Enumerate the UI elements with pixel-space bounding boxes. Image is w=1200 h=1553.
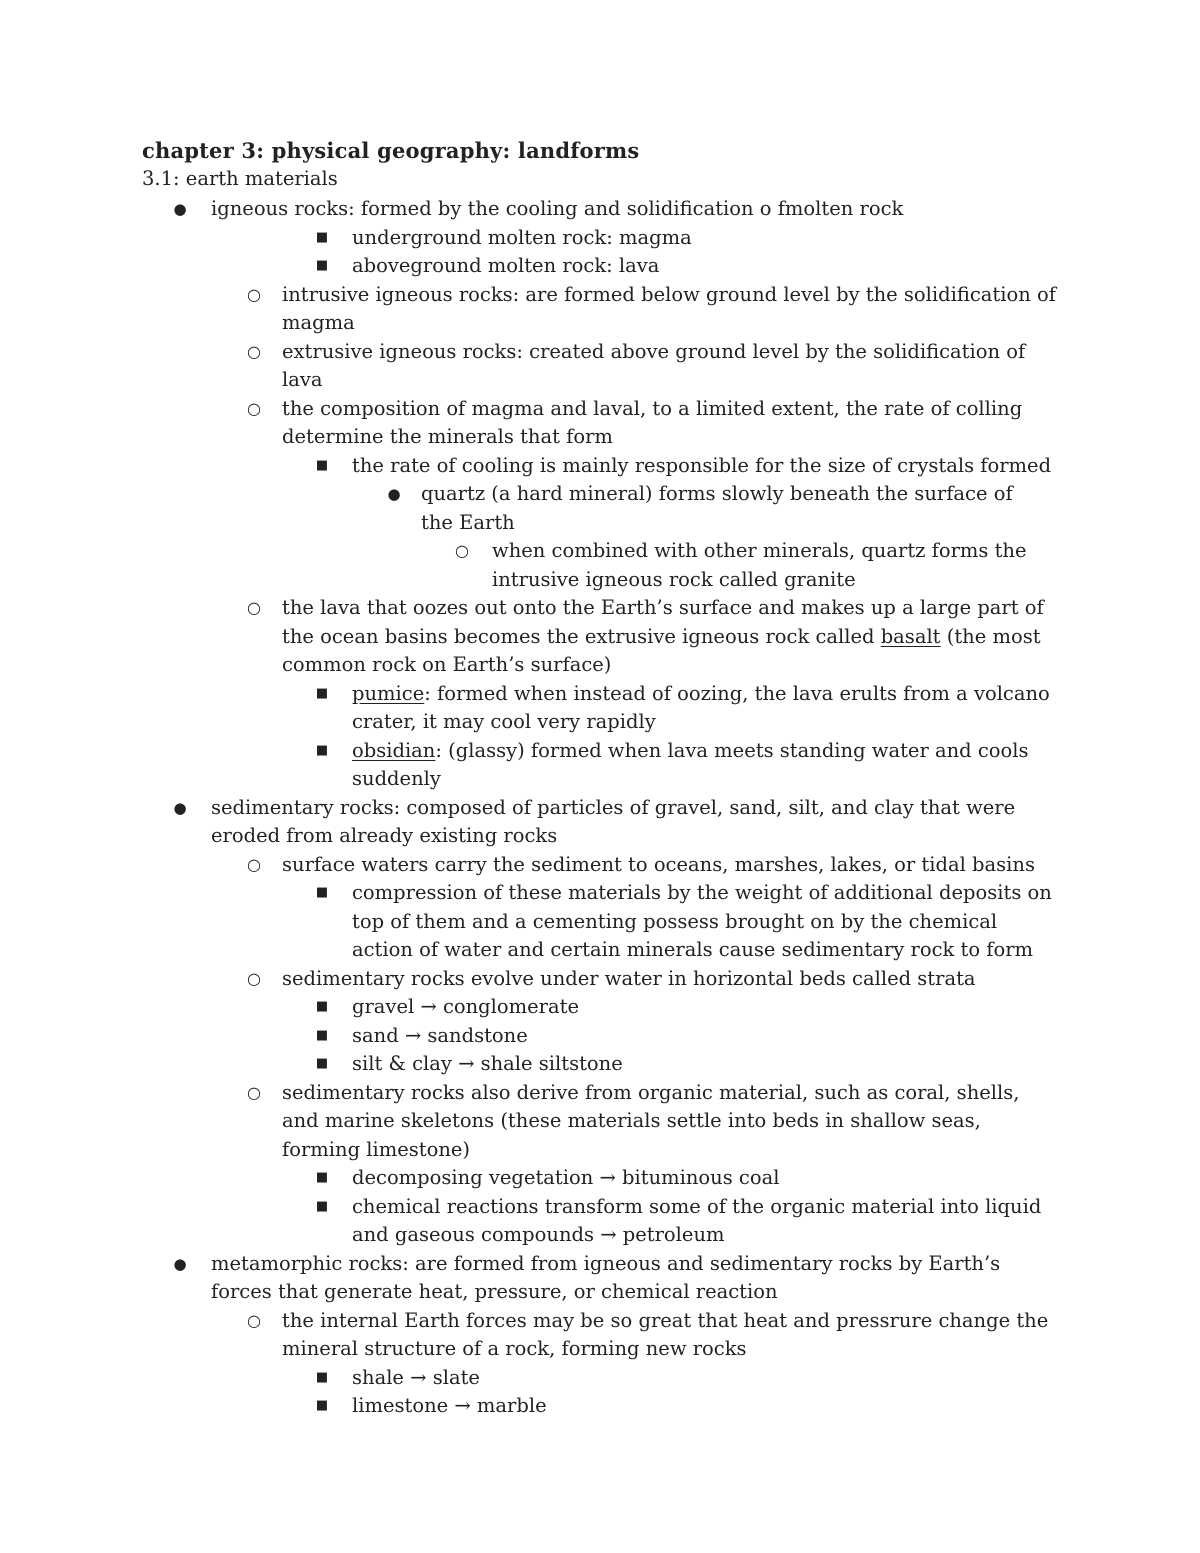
list-item	[0, 851, 1200, 880]
underlined-term: basalt	[880, 624, 941, 648]
list-item-text	[352, 737, 1062, 794]
list-item-text: shale → slate	[352, 1365, 480, 1389]
square-marker-icon: ■	[315, 1398, 329, 1413]
square-marker-icon: ■	[315, 457, 329, 473]
list-item-text-segment: : formed when instead of oozing, the lava erults from a volcano crater, it may cool very rapidly	[352, 681, 1050, 733]
list-item-text: sedimentary rocks: composed of particles of gravel, sand, silt, and clay that were eroded from already existing rocks	[211, 795, 1016, 847]
square-marker-icon: ■	[315, 258, 329, 273]
list-item	[0, 1079, 1200, 1165]
circle-marker-icon: ○	[247, 968, 261, 988]
list-item	[0, 480, 1200, 537]
list-item-text: quartz (a hard mineral) forms slowly beneath the surface of the Earth	[421, 482, 1013, 534]
list-item	[0, 1022, 1200, 1051]
list-item-text	[282, 594, 1062, 680]
list-item-text: extrusive igneous rocks: created above ground level by the solidification of lava	[282, 339, 1026, 391]
list-item-text-segment: (the most common rock on Earth’s surface)	[282, 624, 1041, 676]
list-item	[0, 224, 1200, 253]
square-marker-icon: ■	[315, 1369, 329, 1385]
circle-marker-icon: ○	[247, 398, 261, 418]
list-item	[0, 537, 1200, 594]
bullet-marker-icon: ●	[387, 485, 401, 503]
underlined-term: obsidian	[352, 738, 436, 762]
square-marker-icon: ■	[315, 1198, 329, 1214]
list-item	[0, 680, 1200, 737]
list-item	[0, 1050, 1200, 1079]
list-item	[0, 1364, 1200, 1393]
list-item-text	[352, 680, 1062, 737]
square-marker-icon: ■	[315, 1170, 329, 1185]
list-item	[0, 1250, 1200, 1307]
list-item	[0, 281, 1200, 338]
list-item	[0, 252, 1200, 281]
list-item	[0, 338, 1200, 395]
list-item	[0, 1307, 1200, 1364]
list-item-text: the rate of cooling is mainly responsible for the size of crystals formed	[352, 453, 1052, 477]
square-marker-icon: ■	[315, 229, 329, 245]
circle-marker-icon: ○	[247, 341, 261, 361]
circle-marker-icon: ○	[247, 1310, 261, 1330]
list-item	[0, 737, 1200, 794]
list-item-text: compression of these materials by the weight of additional deposits on top of them and a cementing possess brought on by the chemical action of water and certain minerals cause sedimentary rock to form	[352, 881, 1052, 961]
list-item	[0, 594, 1200, 680]
underlined-term: pumice	[352, 681, 425, 705]
list-item-text: when combined with other minerals, quartz forms the intrusive igneous rock called granite	[492, 539, 1027, 591]
notes-outline	[0, 195, 1200, 1421]
list-item-text-segment: the lava that oozes out onto the Earth’s surface and makes up a large part of the ocean basins becomes the extrusive igneous rock called	[282, 596, 1044, 648]
circle-marker-icon: ○	[455, 541, 469, 560]
list-item-text: limestone → marble	[352, 1394, 547, 1417]
list-item-text: gravel → conglomerate	[352, 995, 579, 1018]
bullet-marker-icon: ●	[173, 798, 187, 817]
page-title: chapter 3: physical geography: landforms	[142, 138, 640, 163]
list-item-text: the internal Earth forces may be so great that heat and pressrure change the mineral structure of a rock, forming new rocks	[282, 1308, 1049, 1360]
list-item	[0, 395, 1200, 452]
square-marker-icon: ■	[315, 999, 329, 1014]
square-marker-icon: ■	[315, 1027, 329, 1043]
list-item-text: sand → sandstone	[352, 1023, 528, 1047]
list-item-text: igneous rocks: formed by the cooling and solidification o fmolten rock	[211, 197, 904, 220]
square-marker-icon: ■	[315, 1056, 329, 1071]
circle-marker-icon: ○	[247, 598, 261, 617]
list-item-text: aboveground molten rock: lava	[352, 254, 660, 277]
list-item-text: intrusive igneous rocks: are formed below ground level by the solidification of magma	[282, 282, 1056, 334]
list-item-text: underground molten rock: magma	[352, 225, 692, 249]
list-item	[0, 195, 1200, 224]
square-marker-icon: ■	[315, 742, 329, 758]
circle-marker-icon: ○	[247, 1082, 261, 1102]
list-item	[0, 993, 1200, 1022]
list-item-text: sedimentary rocks evolve under water in horizontal beds called strata	[282, 966, 976, 990]
circle-marker-icon: ○	[247, 854, 261, 874]
section-heading: 3.1: earth materials	[142, 167, 338, 190]
list-item-text: silt & clay → shale siltstone	[352, 1052, 623, 1075]
list-item	[0, 1392, 1200, 1421]
list-item	[0, 1193, 1200, 1250]
bullet-marker-icon: ●	[173, 1254, 187, 1273]
list-item	[0, 452, 1200, 481]
list-item-text: the composition of magma and laval, to a limited extent, the rate of colling determine the minerals that form	[282, 396, 1023, 448]
circle-marker-icon: ○	[247, 284, 261, 304]
list-item	[0, 965, 1200, 994]
list-item	[0, 879, 1200, 965]
list-item	[0, 794, 1200, 851]
square-marker-icon: ■	[315, 885, 329, 900]
list-item-text: decomposing vegetation → bituminous coal	[352, 1166, 780, 1189]
list-item-text: chemical reactions transform some of the organic material into liquid and gaseous compounds → petroleum	[352, 1194, 1042, 1246]
list-item-text: metamorphic rocks: are formed from igneous and sedimentary rocks by Earth’s forces that generate heat, pressure, or chemical reaction	[211, 1251, 1001, 1303]
list-item	[0, 1164, 1200, 1193]
list-item-text: surface waters carry the sediment to oceans, marshes, lakes, or tidal basins	[282, 852, 1035, 876]
square-marker-icon: ■	[315, 685, 329, 701]
list-item-text: sedimentary rocks also derive from organic material, such as coral, shells, and marine skeletons (these materials settle into beds in shallow seas, forming limestone)	[282, 1080, 1020, 1161]
list-item-text-segment: : (glassy) formed when lava meets standing water and cools suddenly	[352, 738, 1029, 790]
bullet-marker-icon: ●	[173, 200, 187, 218]
